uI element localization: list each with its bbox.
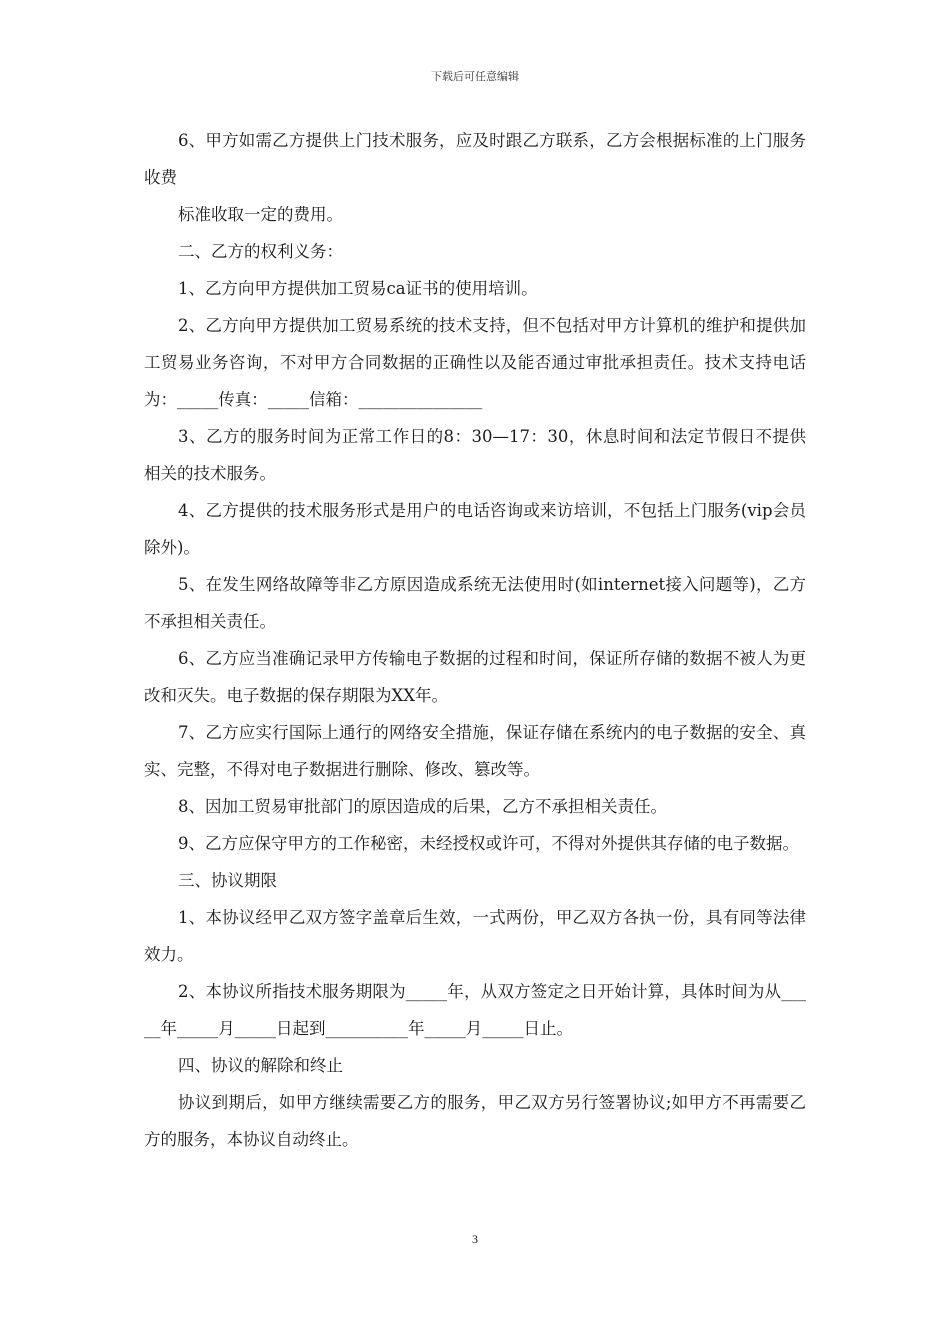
page-number: 3 [472,1232,478,1246]
paragraph: 6、乙方应当准确记录甲方传输电子数据的过程和时间，保证所存储的数据不被人为更改和灭失。电子数据的保存期限为XX年。 [144,649,806,705]
section-heading: 三、协议期限 [178,871,277,890]
paragraph: 协议到期后，如甲方继续需要乙方的服务，甲乙双方另行签署协议;如甲方不再需要乙方的服务，本协议自动终止。 [144,1093,806,1149]
paragraph: 4、乙方提供的技术服务形式是用户的电话咨询或来访培训，不包括上门服务(vip会员除外)。 [144,501,806,557]
paragraph: 5、在发生网络故障等非乙方原因造成系统无法使用时(如internet接入问题等)，乙方不承担相关责任。 [144,575,806,631]
paragraph: 标准收取一定的费用。 [178,205,343,224]
paragraph: 9、乙方应保守甲方的工作秘密，未经授权或许可，不得对外提供其存储的电子数据。 [178,834,799,853]
page-header-note: 下载后可任意编辑 [431,70,519,83]
section-heading: 四、协议的解除和终止 [178,1056,343,1075]
section-heading: 二、乙方的权利义务： [178,242,343,261]
paragraph: 2、本协议所指技术服务期限为_____年，从双方签定之日开始计算，具体时间为从_____年_____月_____日起到__________年_____月_____日止。 [144,982,806,1038]
paragraph: 8、因加工贸易审批部门的原因造成的后果，乙方不承担相关责任。 [178,797,667,816]
paragraph: 6、甲方如需乙方提供上门技术服务，应及时跟乙方联系，乙方会根据标准的上门服务收费 [144,131,806,187]
paragraph: 3、乙方的服务时间为正常工作日的8：30—17：30，休息时间和法定节假日不提供相关的技术服务。 [144,427,806,483]
paragraph: 1、本协议经甲乙双方签字盖章后生效，一式两份，甲乙双方各执一份，具有同等法律效力。 [144,908,806,964]
paragraph: 2、乙方向甲方提供加工贸易系统的技术支持，但不包括对甲方计算机的维护和提供加工贸易业务咨询，不对甲方合同数据的正确性以及能否通过审批承担责任。技术支持电话为：_____传真：_____信箱：_______________ [144,316,806,409]
paragraph: 1、乙方向甲方提供加工贸易ca证书的使用培训。 [178,279,538,298]
paragraph: 7、乙方应实行国际上通行的网络安全措施，保证存储在系统内的电子数据的安全、真实、完整，不得对电子数据进行删除、修改、篡改等。 [144,723,806,779]
document-body [144,122,806,1158]
